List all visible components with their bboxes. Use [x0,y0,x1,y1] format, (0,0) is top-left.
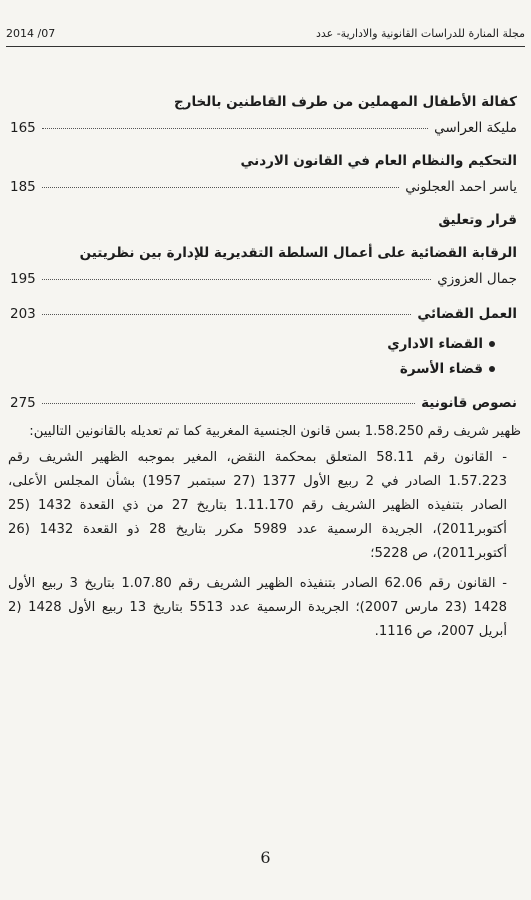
leader-dots [42,314,412,315]
list-item [10,361,495,377]
toc-section-with-page [10,395,517,411]
toc-entry-author: جمال العزوزي [437,271,517,287]
toc-entry [10,245,517,287]
leader-dots [42,187,399,188]
toc-entry [10,153,517,195]
toc-entry-title: التحكيم والنظام العام في القانون الاردني [240,153,517,169]
bullet-icon [489,341,495,347]
toc-entry-title: كفالة الأطفال المهملين من طرف القاطنين بالخارج [173,94,517,110]
running-header [6,20,525,47]
toc-entry-author: مليكة العراسي [434,120,517,136]
bullet-text: القضاء الاداري [387,336,483,352]
journal-title: مجلة المنارة للدراسات القانونية والادارية- عدد [315,26,525,40]
toc-entry-title: الرقابة القضائية على أعمال السلطة التقديرية للإدارة بين نظريتين [79,245,517,261]
leader-dots [42,279,431,280]
toc-entry-page: 203 [10,306,36,322]
bullet-list [10,336,495,377]
toc-section-heading [10,212,517,228]
toc-entry-page: 275 [10,395,36,411]
legal-text-item: - القانون رقم 58.11 المتعلق بمحكمة النقض، المغير بموجبه الظهير الشريف رقم 1.57.223 الصادر في 2 ربيع الأول 1377 (27 سبتمبر 1957) بشأن المجلس الأعلى، الصادر بتنفيذه الظهير الشريف رقم 1.11.170 بتاريخ 27 من ذي القعدة 1432 (25 أكتوبر2011)، الجريدة الرسمية عدد 5989 مكرر بتاريخ 28 ذو القعدة 1432 (26 أكتوبر2011)، ص 5228؛ [8,450,508,561]
list-item [10,336,495,352]
section-title: العمل القضائي [417,306,517,322]
section-title: نصوص قانونية [421,395,517,411]
toc-entry-page: 195 [10,271,36,287]
bullet-icon [489,366,495,372]
legal-text-item: - القانون رقم 62.06 الصادر بتنفيذه الظهير الشريف رقم 1.07.80 بتاريخ 3 ربيع الأول 1428 (23 مارس 2007)؛ الجريدة الرسمية عدد 5513 بتاريخ 13 ربيع الأول 1428 (2 أبريل 2007، ص 1116. [8,576,508,639]
bullet-text: قضاء الأسرة [399,361,483,377]
leader-dots [42,128,428,129]
toc-entry-page: 165 [10,120,36,136]
section-title: قرار وتعليق [438,212,517,228]
legal-text [8,420,521,644]
leader-dots [42,403,415,404]
legal-text-intro: ظهير شريف رقم 1.58.250 بسن قانون الجنسية المغربية كما تم تعديله بالقانونين التاليين: [29,424,521,439]
toc-entry [10,94,517,136]
toc-entry-author: ياسر احمد العجلوني [405,179,517,195]
toc-section-with-page [10,306,517,322]
page-number: 6 [260,848,271,867]
issue-number: 2014 /07 [6,26,56,40]
toc-entry-page: 185 [10,179,36,195]
